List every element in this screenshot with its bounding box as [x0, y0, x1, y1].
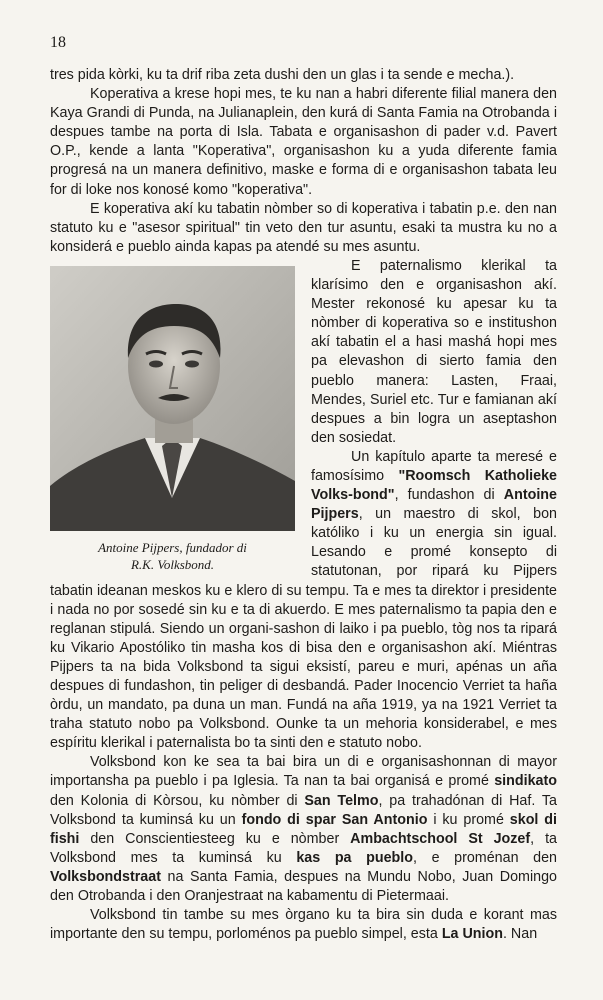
paragraph-paternalismo: E paternalismo klerikal ta klarísimo den e organisashon akí. Mester rekonosé ku apesar ku ta nòmber di koperativa so e institushon akí tabatin el a hasi mashá hopi mes pa elevashon di sierto famia den pueblo manera: Lasten, Fraai, Mendes, Suriel etc. Tur e famianan akí despues a bin logra un aseptashon den sosiedat.: [311, 257, 557, 446]
paragraph-volksbond-importance: Volksbond kon ke sea ta bai bira un di e organisashonnan di mayor importansha pa pueblo i pa Iglesia. Ta nan ta bai organisá e promé sindikato den Kolonia di Kòrsou, ku nòmber di San Telmo, pa trahadónan di Haf. Ta Volksbond ta kuminsá ku un fondo di spar San Antonio i ku promé skol di fishi den Conscientiesteeg ku e nòmber Ambachtschool St Jozef, ta Volksbond mes ta kuminsá ku kas pa pueblo, e proménan den Volksbondstraat na Santa Famia, despues na Mundu Nobo, Juan Domingo den Otrobanda i den Oranjestraat na kabamentu di Pietermaai.: [50, 754, 558, 905]
caption-line-2: R.K. Volksbond.: [130, 556, 215, 572]
paragraph-volksbond-founding: Un kapítulo aparte ta meresé e famosísimo "Roomsch Katholieke Volks-bond", fundashon di Antoine Pijpers, un maestro di skol, bon katóliko i ku un energia sin igual. Lesando e promé konsepto di statutonan, por ripará ku Pijpers tabatin ideanan meskos ku e klero di su tempu. Ta e mes ta direktor i presidente i nada no por sosedé sin ku e ta di akuerdo. E mes paternalismo ta papia den e reglanan stipulá. Siendo un organi-sashon di laiko i pa pueblo, tòg nos ta ripará ku Vikario Apostóliko tin masha kos di bisa den e organisashon akí. Miéntras Pijpers ta na bida Volksbond ta sigui eksistí, pareu e muri, apénas un aña despues di fundashon, tin peliger di desbandá. Pader Inocencio Verriet ta haña òrdu, un mandato, pa duna un man. Fundá na aña 1919, ya na 1921 Verriet ta traha statuto nobo pa Volksbond. Ounke ta un mehoria konsiderabel, e mes espíritu klerikal i paternalista bo ta sinti den e statuto nobo.: [50, 448, 557, 752]
body-text: [50, 66, 557, 944]
paragraph-statuto: E koperativa akí ku tabatin nòmber so di koperativa i tabatin p.e. den nan statuto ku e "asesor spiritual" tin veto den tur asuntu, esaki ta mustra ku no a konsiderá e pueblo ainda kapas pa atendé su mes asuntu.: [50, 200, 557, 255]
paragraph-koperativa: Koperativa a krese hopi mes, te ku nan a habri diferente filial manera den Kaya Grandi di Punda, na Julianaplein, den kurá di Santa Famia na Otrobanda i despues tambe na porta di Isla. Tabata e organisashon di pader v.d. Pavert O.P., kende a lanta "Koperativa", organisashon ku a yuda diferente famia progresá na un manera definitivo, maske e forma di e organisashon tabata leu for di loke nos konosé komo "koperativa".: [50, 86, 557, 198]
portrait-photo: [50, 266, 295, 531]
portrait-figure: [50, 266, 295, 577]
page-number: 18: [50, 34, 66, 51]
paragraph-continued: tres pida kòrki, ku ta drif riba zeta dushi den un glas i ta sende e mecha.).: [50, 67, 515, 83]
paragraph-la-union: Volksbond tin tambe su mes òrgano ku ta bira sin duda e korant mas importante den su tempu, porloménos pa pueblo simpel, esta La Union. Nan: [50, 907, 557, 943]
caption-line-1: Antoine Pijpers, fundador di: [98, 539, 247, 555]
figure-caption: [50, 539, 295, 573]
